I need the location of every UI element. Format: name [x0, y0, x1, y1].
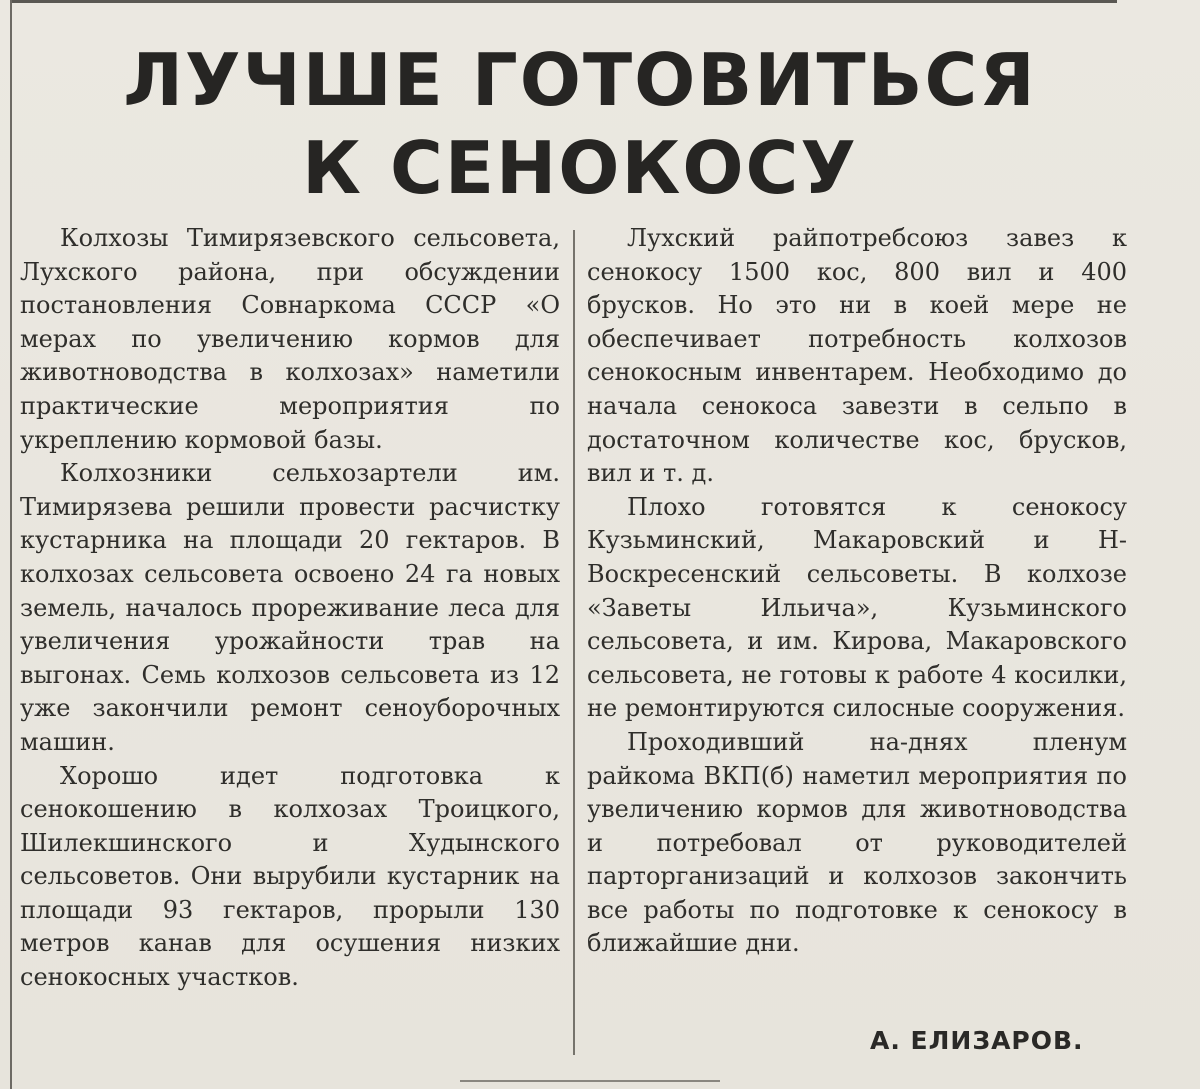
right-column [587, 222, 1127, 961]
paragraph: Хорошо идет подготовка к сенокошению в колхозах Троицкого, Шилекшинского и Худынского сельсоветов. Они вырубили кустарник на площади 93 гектаров, прорыли 130 метров канав для осушения низких сенокосных участков. [20, 761, 560, 992]
headline-line-2: К СЕНОКОСУ [302, 126, 858, 210]
top-rule [12, 0, 1117, 3]
left-column [20, 222, 560, 995]
column-divider [573, 230, 575, 1055]
article-body [20, 222, 1130, 1067]
paragraph: Лухский райпотребсоюз завез к сенокосу 1500 кос, 800 вил и 400 брусков. Но это ни в коей мере не обеспечивает потребность колхозов сенокосным инвентарем. Необходимо до начала сенокоса завезти в сельпо в достаточном количестве кос, брусков, вил и т. д. [587, 224, 1127, 488]
paragraph: Плохо готовятся к сенокосу Кузьминский, Макаровский и Н-Воскресенский сельсоветы. В колхозе «Заветы Ильича», Кузьминского сельсовета, и им. Кирова, Макаровского сельсовета, не готовы к работе 4 косилки, не ремонтируются силосные сооружения. [587, 492, 1127, 723]
left-column-rule [10, 0, 12, 1089]
paragraph: Колхозы Тимирязевского сельсовета, Лухского района, при обсуждении постановления Совнаркома СССР «О мерах по увеличению кормов для животноводства в колхозах» наметили практические мероприятия по укреплению кормовой базы. [20, 224, 560, 454]
paragraph: Проходивший на-днях пленум райкома ВКП(б) наметил мероприятия по увеличению кормов для животноводства и потребовал от руководителей парторганизаций и колхозов закончить все работы по подготовке к сенокосу в ближайшие дни. [587, 727, 1127, 958]
headline-line-1: ЛУЧШЕ ГОТОВИТЬСЯ [123, 38, 1037, 122]
bottom-rule [460, 1080, 720, 1082]
author-signature: А. ЕЛИЗАРОВ. [870, 1026, 1084, 1055]
article-headline [20, 36, 1140, 212]
paragraph: Колхозники сельхозартели им. Тимирязева решили провести расчистку кустарника на площади 20 гектаров. В колхозах сельсовета освоено 24 га новых земель, началось прореживание леса для увеличения урожайности трав на выгонах. Семь колхозов сельсовета из 12 уже закончили ремонт сеноуборочных машин. [20, 459, 560, 756]
